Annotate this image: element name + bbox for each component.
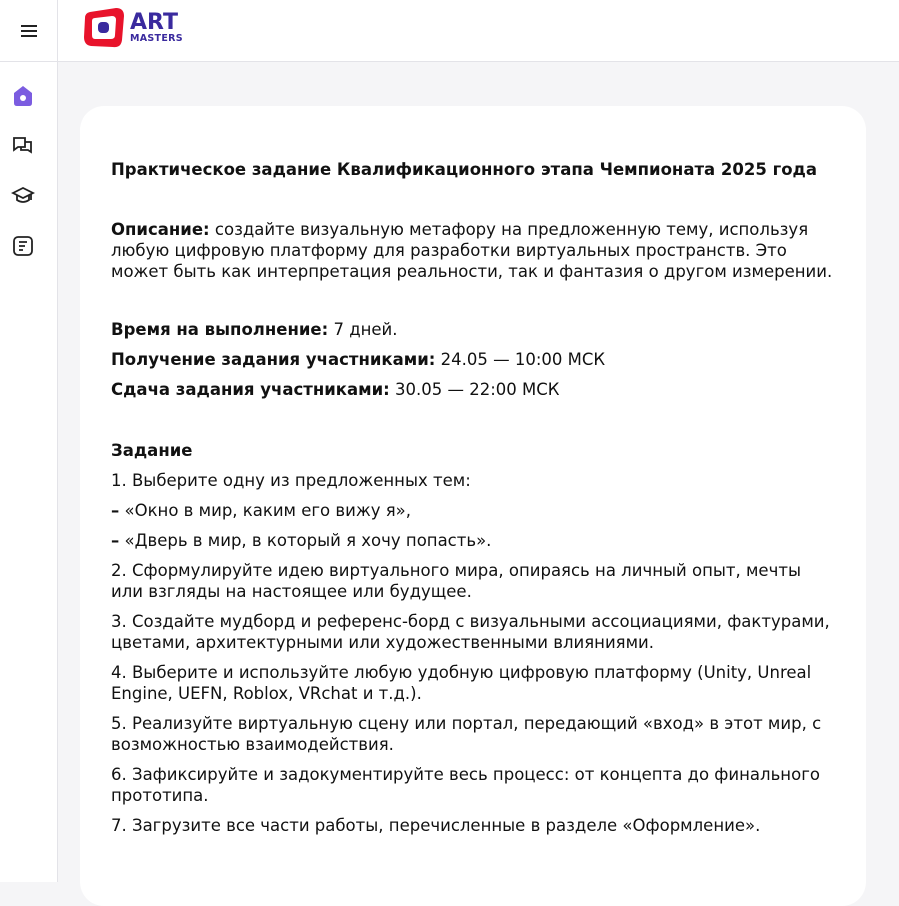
task-subitem [111, 530, 835, 551]
sidebar [0, 62, 58, 882]
task-item: 1. Выберите одну из предложенных тем: [111, 471, 471, 490]
sidebar-item-home[interactable] [11, 84, 35, 108]
task-item: 3. Создайте мудборд и референс-борд с визуальными ассоциациями, фактурами, цветами, архитектурными или художественными влияниями. [111, 612, 830, 652]
task-card [80, 106, 866, 906]
menu-button[interactable] [0, 0, 58, 62]
sidebar-item-documents[interactable] [11, 234, 35, 258]
home-icon [11, 84, 35, 108]
task-subitem [111, 500, 835, 521]
logo-text-top: ART [130, 10, 178, 36]
time-value: 7 дней. [328, 320, 398, 339]
sidebar-item-courses[interactable] [11, 184, 35, 208]
submit-value: 30.05 — 22:00 МСК [389, 380, 560, 399]
description [111, 219, 835, 282]
task-heading-text: Задание [111, 441, 193, 460]
submit-label: Сдача задания участниками: [111, 380, 390, 399]
task-item: 2. Сформулируйте идею виртуального мира, опираясь на личный опыт, мечты или взгляды на настоящее или будущее. [111, 561, 801, 601]
top-bar [0, 0, 899, 62]
document-icon [11, 234, 35, 258]
hamburger-icon [21, 25, 37, 37]
task-item: 5. Реализуйте виртуальную сцену или портал, передающий «вход» в этот мир, с возможностью взаимодействия. [111, 714, 822, 754]
sidebar-item-chat[interactable] [11, 134, 35, 158]
receive-label: Получение задания участниками: [111, 350, 436, 369]
task-item: 7. Загрузите все части работы, перечисленные в разделе «Оформление». [111, 816, 761, 835]
logo[interactable] [82, 6, 183, 50]
logo-text-bottom: MASTERS [130, 33, 183, 45]
subitem-text: «Дверь в мир, в который я хочу попасть». [124, 531, 492, 550]
description-label: Описание: [111, 220, 210, 239]
dash: – [111, 531, 120, 550]
time-label: Время на выполнение: [111, 320, 329, 339]
chat-icon [11, 134, 35, 158]
dash: – [111, 501, 120, 520]
subitem-text: «Окно в мир, каким его вижу я», [124, 501, 411, 520]
receive-value: 24.05 — 10:00 МСК [435, 350, 606, 369]
logo-mark-icon [82, 6, 126, 50]
page-title: Практическое задание Квалификационного этапа Чемпионата 2025 года [111, 160, 817, 179]
task-item: 6. Зафиксируйте и задокументируйте весь процесс: от концепта до финального прототипа. [111, 765, 820, 805]
receive-info [111, 349, 835, 370]
submit-info [111, 379, 835, 400]
time-info [111, 319, 835, 340]
task-heading [111, 440, 835, 461]
task-item: 4. Выберите и используйте любую удобную цифровую платформу (Unity, Unreal Engine, UEFN, Roblox, VRchat и т.д.). [111, 663, 812, 703]
graduation-cap-icon [11, 184, 35, 208]
description-text: создайте визуальную метафору на предложенную тему, используя любую цифровую платформу для разработки виртуальных пространств. Это может быть как интерпретация реальности, так и фантазия о другом измерении. [111, 220, 833, 281]
